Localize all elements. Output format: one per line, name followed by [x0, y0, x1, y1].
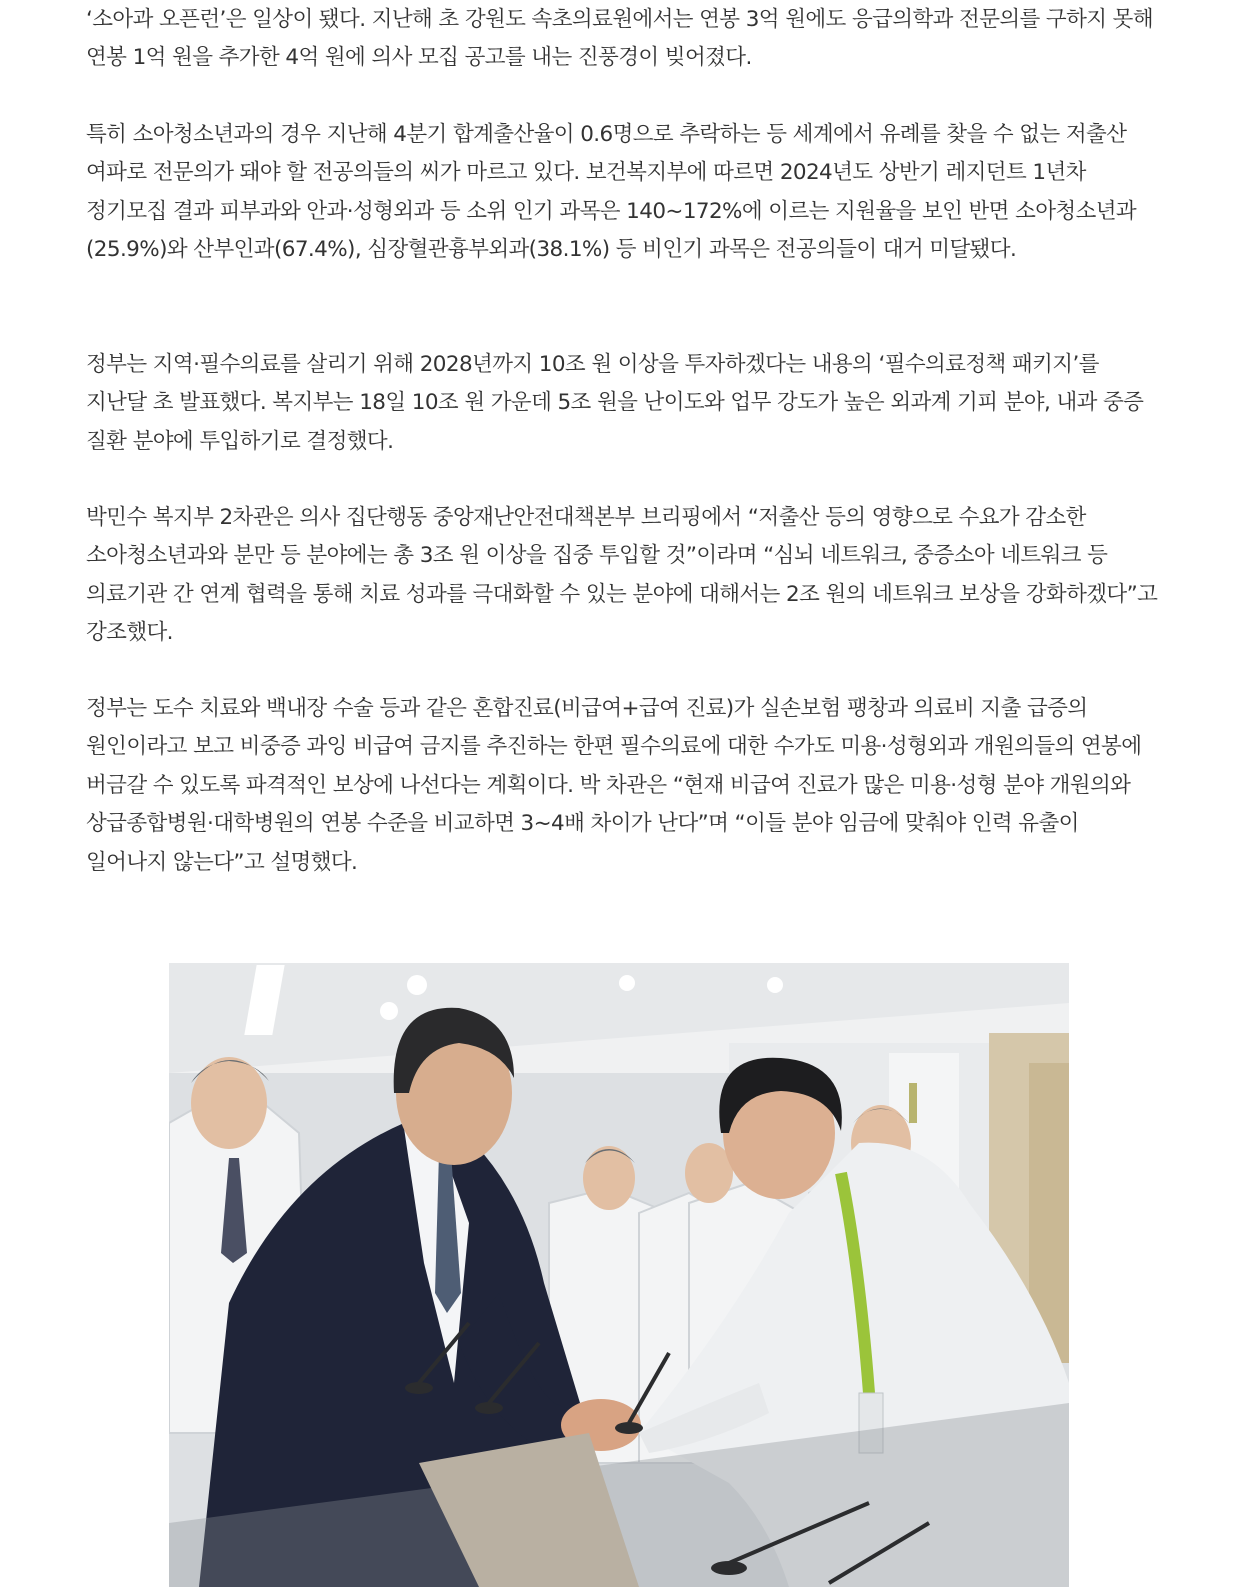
article-paragraph: 정부는 지역·필수의료를 살리기 위해 2028년까지 10조 원 이상을 투자하겠다는 내용의 ‘필수의료정책 패키지’를 지난달 초 발표했다. 복지부는 18일 10조 원 가운데 5조 원을 난이도와 업무 강도가 높은 외과계 기피 분야, 내과 중증 질환 분야에 투입하기로 결정했다.: [86, 352, 1144, 454]
article-photo: [169, 963, 1069, 1587]
article-paragraph: 박민수 복지부 2차관은 의사 집단행동 중앙재난안전대책본부 브리핑에서 “저출산 등의 영향으로 수요가 감소한 소아청소년과와 분만 등 분야에는 총 3조 원 이상을 집중 투입할 것”이라며 “심뇌 네트워크, 중증소아 네트워크 등 의료기관 간 연계 협력을 통해 치료 성과를 극대화할 수 있는 분야에 대해서는 2조 원의 네트워크 보상을 강화하겠다”고 강조했다.: [86, 505, 1158, 646]
handshake-photo-illustration: [169, 963, 1069, 1587]
article-paragraph: ‘소아과 오픈런’은 일상이 됐다. 지난해 초 강원도 속초의료원에서는 연봉 3억 원에도 응급의학과 전문의를 구하지 못해 연봉 1억 원을 추가한 4억 원에 의사 모집 공고를 내는 진풍경이 빚어졌다.: [86, 7, 1154, 71]
article-paragraph: 특히 소아청소년과의 경우 지난해 4분기 합계출산율이 0.6명으로 추락하는 등 세계에서 유례를 찾을 수 없는 저출산 여파로 전문의가 돼야 할 전공의들의 씨가 마르고 있다. 보건복지부에 따르면 2024년도 상반기 레지던트 1년차 정기모집 결과 피부과와 안과·성형외과 등 소위 인기 과목은 140~172%에 이르는 지원율을 보인 반면 소아청소년과(25.9%)와 산부인과(67.4%), 심장혈관흉부외과(38.1%) 등 비인기 과목은 전공의들이 대거 미달됐다.: [86, 122, 1137, 263]
article-paragraph: 정부는 도수 치료와 백내장 수술 등과 같은 혼합진료(비급여+급여 진료)가 실손보험 팽창과 의료비 지출 급증의 원인이라고 보고 비중증 과잉 비급여 금지를 추진하는 한편 필수의료에 대한 수가도 미용·성형외과 개원의들의 연봉에 버금갈 수 있도록 파격적인 보상에 나선다는 계획이다. 박 차관은 “현재 비급여 진료가 많은 미용·성형 분야 개원의와 상급종합병원·대학병원의 연봉 수준을 비교하면 3~4배 차이가 난다”며 “이들 분야 임금에 맞춰야 인력 유출이 일어나지 않는다”고 설명했다.: [86, 696, 1142, 875]
